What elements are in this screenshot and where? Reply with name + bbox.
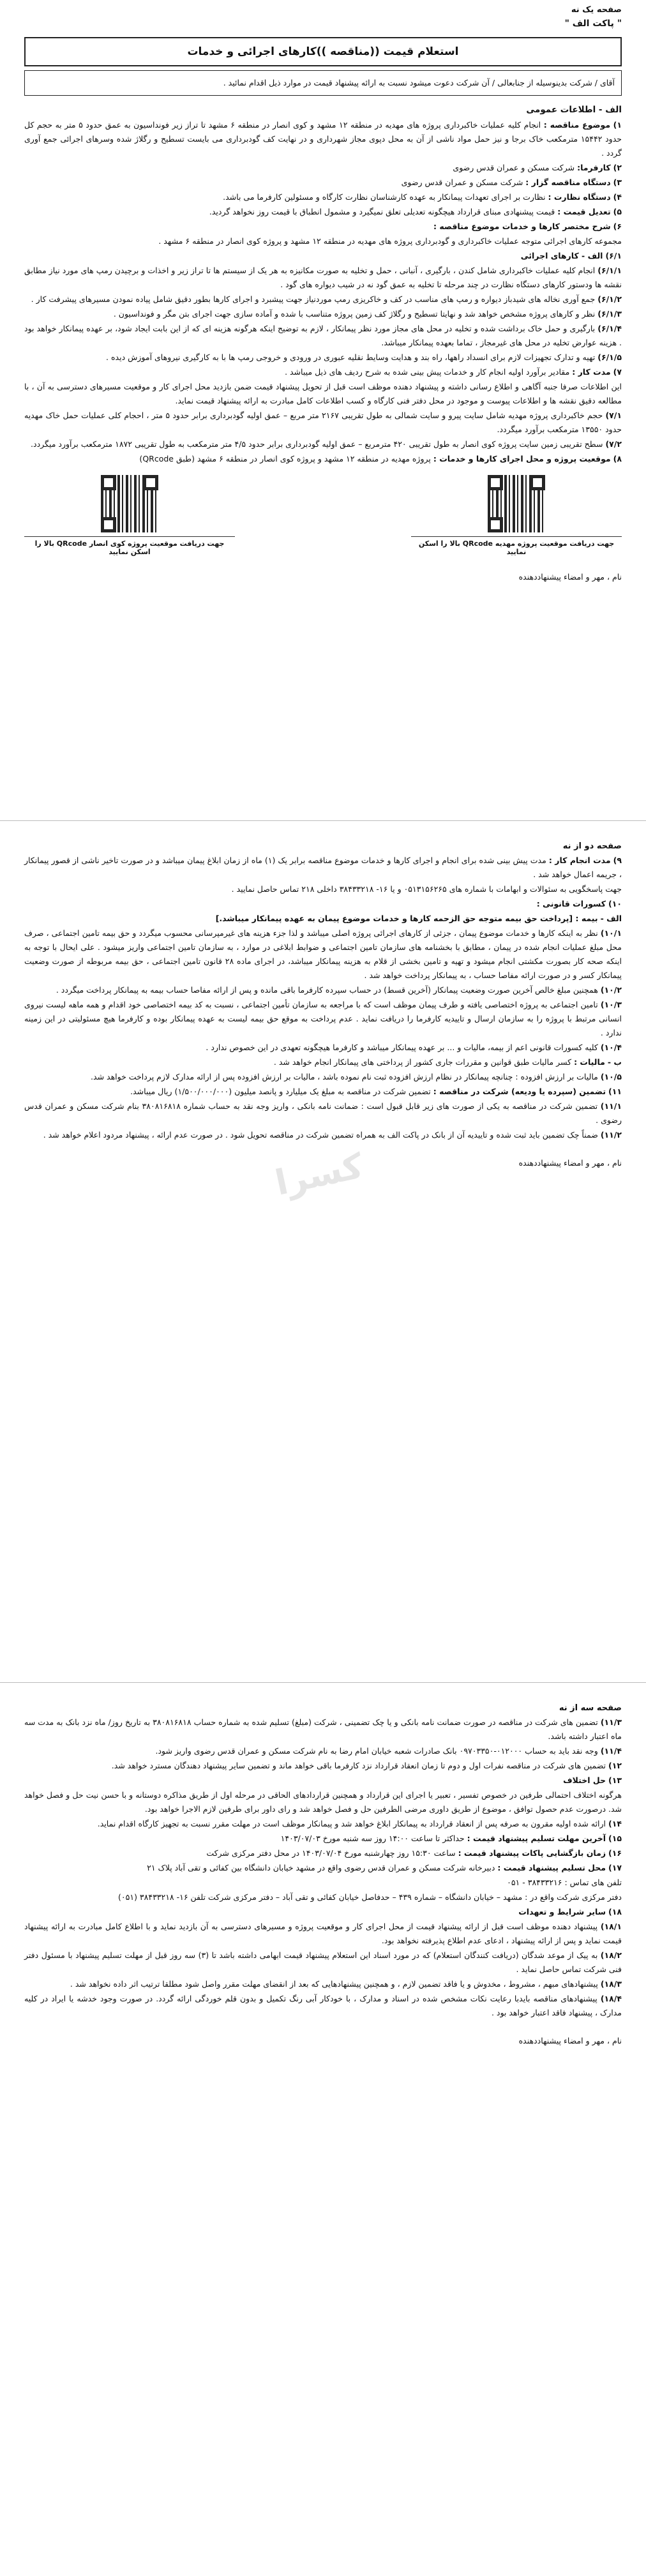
- clause-label: محل تسلیم پیشنهاد قیمت :: [497, 1863, 606, 1872]
- clause-item: [24, 1774, 622, 1788]
- clause-number: ۱۱): [608, 1087, 622, 1096]
- clause-number: ۶/۱/۴): [597, 324, 622, 333]
- clause-number: ۱۸/۴): [600, 1994, 622, 2003]
- clause-number: ۱۰): [608, 899, 622, 908]
- clause-number: ۱۰/۲): [600, 985, 622, 995]
- clause-item: [24, 365, 622, 379]
- clause-text: تامین اجتماعی به پروژه اختصاصی یافته و طرف پیمان موظف است که با مراجعه به سازمان تأمین اجتماعی ، نسبت به کد بیمه اختصاصی خود اقدام و همه ماهه لیست نیروی انسانی مرتبط با پروژه را به سازمان ارسال و تاییدیه کارفرما را دریافت نماید . عدم پرداخت به موقع حق بیمه لیست به عهده پیمانکار بوده و کارفرما هیچ مسئولیتی در این زمینه ندارد .: [24, 1000, 622, 1037]
- document-page-2: [0, 836, 646, 1666]
- clause-text: مالیات بر ارزش افزوده : چنانچه پیمانکار در نظام ارزش افزوده ثبت نام نموده باشد ، مالیات بر ارزش افزوده پس از ارائه مدارک لازم پرداخت خواهد شد.: [91, 1072, 598, 1081]
- clause-text: این اطلاعات صرفا جنبه آگاهی و اطلاع رسانی داشته و پیشنهاد دهنده موظف است قبل از تحویل پیشنهاد قیمت ضمن بازدید محل اجرای کار و موقعیت مسیرهای دسترسی به آن ، با مطالعه دقیق نقشه ها و اطلاعات پیوست و موجود در محل دفتر فنی کارگاه و کسب اطلاعات کامل مبادرت به ارائه پیشنهاد قیمت نماید.: [24, 382, 622, 405]
- clause-label: دستگاه مناقصه گزار :: [525, 177, 611, 187]
- clause-number: ۱۵): [608, 1834, 622, 1843]
- clause-text: جمع آوری نخاله های شیدباز دیواره و رمپ های مناسب در کف و خاکریزی رمپ موردنیاز جهت پیشبرد و اجرای کارها بطور دقیق شامل پیاده نمودن مسیرهای پیشرفت کار .: [31, 294, 596, 304]
- clause-text: شرکت مسکن و عمران قدس رضوی: [453, 163, 575, 172]
- clause-text: بارگیری و حمل خاک برداشت شده و تخلیه در محل های مجاز مورد نظر پیمانکار ، لازم به توضیح اینکه هرگونه هزینه ای که از این بابت ایجاد شود، بر عهده پیمانکار خواهد بود . هزینه عوارض تخلیه در محل های غیرمجاز ، تماما بعهده پیمانکار میباشد.: [24, 324, 622, 347]
- clause-item: [24, 176, 622, 190]
- clause-text: پیشنهادهای مناقصه بایدبا رعایت نکات مشخص شده در اسناد و مدارک ، با خودکار آبی رنگ تکمیل و بدون قلم خوردگی ارائه گردد. در صورت وجود خدشه یا ایراد در کلیه مدارک ، پیشنهاد فاقد اعتبار خواهد بود .: [24, 1994, 622, 2017]
- clause-label: کسورات قانونی :: [536, 899, 606, 908]
- clause-item: [24, 1070, 622, 1084]
- clause-number: ۶/۱/۵): [597, 352, 622, 362]
- clause-text: شرکت مسکن و عمران قدس رضوی: [401, 177, 523, 187]
- qr-caption: جهت دریافت موقعیت پروژه مهدیه QRcode بالا را اسکن نمایید: [411, 536, 622, 556]
- clause-text: تهیه و تدارک تجهیزات لازم برای انسداد راهها، راه بند و هدایت وسایط نقلیه عبوری در ورودی و خروجی رمپ ها با به کارگیری نیروهای آموزش دیده .: [106, 352, 596, 362]
- clause-item: [24, 1759, 622, 1773]
- document-title: استعلام قیمت ((مناقصه ))کارهای اجرائی و خدمات: [24, 37, 622, 66]
- clause-number: ب -: [607, 1057, 622, 1067]
- document-page-1: [0, 0, 646, 804]
- clause-item: [24, 1788, 622, 1816]
- clause-label: آخرین مهلت تسلیم پیشنهاد قیمت :: [467, 1834, 606, 1843]
- clause-number: ۷): [613, 367, 622, 377]
- clause-number: ۱۶): [608, 1848, 622, 1858]
- clause-text: تلفن های تماس : ۳۸۴۳۳۲۱۶ - ۰۵۱: [507, 1878, 622, 1887]
- page-number: صفحه سه از نه: [559, 1703, 622, 1713]
- clause-number: الف -: [600, 914, 622, 923]
- clause-item: [24, 1744, 622, 1758]
- clause-text: جهت پاسخگویی به سئوالات و ابهامات با شماره های ۰۵۱۳۱۵۶۲۶۵ و یا ۱۶- ۳۸۴۳۳۲۱۸ داخلی ۲۱۸ تماس حاصل نمایید .: [231, 884, 622, 894]
- clause-text: مجموعه کارهای اجرائی متوجه عملیات خاکبرداری و گودبرداری پروژه های مهدیه در منطقه ۱۲ مشهد و پروژه کوی انصار در منطقه ۶ مشهد .: [158, 236, 622, 246]
- clause-text: پروژه مهدیه در منطقه ۱۲ مشهد و پروژه کوی انصار در منطقه ۶ مشهد (طبق QRcode): [139, 454, 431, 463]
- page-divider: [0, 1682, 646, 1683]
- clause-text: وجه نقد باید به حساب ۰۱۲۰۰۰-۰۹۷۰۳۳۵۰ بانک صادرات شعبه خیابان امام رضا به نام شرکت مسکن و عمران قدس رضوی واریز شود.: [155, 1746, 598, 1756]
- clause-item: [24, 1085, 622, 1099]
- clause-text: به پیک از موعد شدگان (دریافت کنندگان استعلام) که در مورد اسناد این استعلام پیشنهاد قیمت ابهامی داشته باشد تا (۳) سه روز قبل از مهلت تسلیم پیشنهاد با مسئول دفتر فنی شرکت تماس حاصل نماید .: [24, 1950, 622, 1974]
- clause-item: [24, 983, 622, 997]
- clause-text: کسر مالیات طبق قوانین و مقررات جاری کشور از پرداختی های پیمانکار انجام خواهد شد .: [273, 1057, 572, 1067]
- clause-item: [24, 926, 622, 983]
- clause-item: [24, 1817, 622, 1831]
- clause-number: ۷/۲): [605, 439, 622, 449]
- clause-number: ۱۰/۴): [600, 1043, 622, 1052]
- clause-text: نظر و کارهای پروژه مشخص خواهد شد و نهایتا تسطیح و رگلاژ کف زمین پروژه متناسب با شده و آماده سازی جهت اجرای بتن مگر و فونداسیون .: [113, 309, 596, 319]
- clause-text: سطح تقریبی زمین سایت پروژه کوی انصار به طول تقریبی ۴۲۰ مترمربع – عمق اولیه گودبرداری برابر حدود ۴/۵ متر مترمکعب به طول تقریبی ۱۸۷۲ مترمکعب برآورد میگردد.: [31, 439, 603, 449]
- clause-label: تعدیل قیمت :: [557, 207, 611, 216]
- clause-number: ۲): [613, 163, 622, 172]
- clause-text: هرگونه اختلاف احتمالی طرفین در خصوص تفسیر ، تعبیر یا اجرای این قرارداد و همچنین قراردادهای الحاقی در مرحله اول از طریق مذاکره دوستانه و با حسن نیت حل و فصل خواهد شد. درصورت عدم حصول توافق ، موضوع از طریق داوری مرضی الطرفین حل و فصل خواهد شد و رای داور برای طرفین لازم الاجرا خواهد بود.: [24, 1790, 622, 1814]
- clause-text: همچنین مبلغ خالص آخرین صورت وضعیت پیمانکار (آخرین قسط) در حساب سپرده کارفرما باقی مانده و پس از ارائه مفاصا حساب بیمه به پیمانکار پرداخت میگردد .: [56, 985, 598, 995]
- page-divider: [0, 820, 646, 821]
- clause-number: ۱): [613, 120, 622, 130]
- clause-number: ۵): [613, 207, 622, 216]
- clause-number: ۱۸/۲): [600, 1950, 622, 1960]
- clause-number: ۶/۱/۲): [597, 294, 622, 304]
- clause-number: ۶/۱): [605, 251, 622, 260]
- clause-label: مدت انجام کار :: [548, 855, 611, 865]
- clause-item: [24, 1905, 622, 1919]
- clause-number: ۱۱/۳): [600, 1717, 622, 1727]
- clause-number: ۹): [613, 855, 622, 865]
- clause-item: [24, 1861, 622, 1875]
- clause-item: [24, 409, 622, 437]
- clause-number: ۱۰/۱): [600, 928, 622, 938]
- invitation-text: آقای / شرکت بدینوسیله از جنابعالی / آن شرکت دعوت میشود نسبت به ارائه پیشنهاد قیمت در موارد ذیل اقدام نمائید .: [24, 70, 622, 96]
- clause-number: ۶/۱/۱): [597, 266, 622, 275]
- clause-text: ساعت ۱۵:۳۰ روز چهارشنبه مورخ ۱۴۰۳/۰۷/۰۴ در محل دفتر مرکزی شرکت: [206, 1848, 456, 1858]
- clause-number: ۷/۱): [605, 411, 622, 420]
- clause-text: حجم خاکبرداری پروژه مهدیه شامل سایت پیرو و سایت شمالی به طول تقریبی ۲۱۶۷ متر مربع – عمق اولیه گودبرداری برابر حدود ۵ متر ، احجام کلی عملیات حمل خاک مهدیه حدود ۱۳۵۵۰ مترمکعب برآورد میگردد.: [24, 411, 622, 434]
- signature-line: نام ، مهر و امضاء پیشنهاددهنده: [518, 1158, 622, 1168]
- clause-item: [24, 350, 622, 365]
- clause-label: مالیات :: [574, 1057, 605, 1067]
- clause-item: [24, 1948, 622, 1977]
- clause-text: تضمین های شرکت در مناقصه نفرات اول و دوم تا زمان انعقاد قرارداد نزد کارفرما باقی خواهد ماند و تضمین سایر پیشنهاد دهندگان مسترد خواهد شد.: [111, 1761, 606, 1770]
- clause-number: ۱۰/۵): [600, 1072, 622, 1081]
- clause-label: زمان بازگشایی پاکات پیشنهاد قیمت :: [458, 1848, 606, 1858]
- clause-number: ۱۳): [608, 1775, 622, 1785]
- clause-item: [24, 437, 622, 451]
- clause-text: مقادیر برآورد اولیه انجام کار و خدمات پیش بینی شده به شرح ردیف های ذیل میباشد .: [285, 367, 570, 377]
- clause-number: ۱۸): [608, 1907, 622, 1917]
- clause-text: پیشنهاد دهنده موظف است قبل از ارائه پیشنهاد قیمت از محل اجرای کار و موقعیت پروژه و مسیرهای دسترسی به آن بازدید نماید و با اطلاع کامل مبادرت به ارائه پیشنهاد قیمت نماید و پس از ارائه پیشنهاد ، ادعای عدم اطلاع پذیرفته نخواهد بود.: [24, 1922, 622, 1945]
- clause-item: [24, 854, 622, 882]
- qr-caption: جهت دریافت موقعیت پروژه کوی انصار QRcode بالا را اسکن نمایید: [24, 536, 235, 556]
- clause-number: ۶): [613, 222, 622, 231]
- clause-text: انجام کلیه عملیات خاکبرداری پروژه های مهدیه در منطقه ۱۲ مشهد و کوی انصار در منطقه ۶ مشهد تا تراز زیر فونداسیون به عمق حدود ۵ متر به حجم کل حدود ۱۵۴۴۲ مترمکعب خاک برجا و نیز حمل مواد ناشی از آن به محل دپوی مجاز شهرداری و در نهایت کف گودبرداری می بایست تسطیح و رگلاژ شده وسرهای اجرائی جمع آوری گردد .: [24, 120, 622, 158]
- clause-number: ۱۱/۲): [600, 1130, 622, 1140]
- qr-block-mahdiyeh: [411, 475, 622, 556]
- clause-number: ۴): [613, 192, 622, 202]
- clause-item: [24, 234, 622, 248]
- clause-item: [24, 1977, 622, 1991]
- clause-label: شرح مختصر کارها و خدمات موضوع مناقصه :: [433, 222, 611, 231]
- clause-item: [24, 161, 622, 175]
- clause-item: [24, 1715, 622, 1744]
- clause-item: [24, 190, 622, 204]
- clause-text: تضمین شرکت در مناقصه به یکی از صورت های زیر قابل قبول است : ضمانت نامه بانکی ، واریز وجه نقد به حساب شماره ۳۸۰۸۱۶۸۱۸ بنام شرکت مسکن و عمران قدس رضوی .: [24, 1101, 622, 1125]
- document-page-3: [0, 1698, 646, 2576]
- clause-item: [24, 118, 622, 160]
- clause-text: ضمناً چک تضمین باید ثبت شده و تاییدیه آن از بانک در پاکت الف به همراه تضمین شرکت در مناقصه تحویل شود . در صورت عدم ارائه ، پیشنهاد مردود اعلام خواهد شد .: [43, 1130, 598, 1140]
- page-number: صفحه یک نه: [571, 5, 622, 15]
- clause-text: نظارت بر اجرای تعهدات پیمانکار به عهده کارشناسان نظارت کارگاه و مسئولین کارفرما می باشد.: [223, 192, 546, 202]
- signature-line: نام ، مهر و امضاء پیشنهاددهنده: [518, 572, 622, 582]
- section-heading: الف - اطلاعات عمومی: [526, 105, 622, 115]
- envelope-label: " پاکت الف ": [564, 19, 622, 29]
- clause-label: بیمه : [پرداخت حق بیمه متوجه حق الزحمه کارها و خدمات موضوع پیمان به عهده پیمانکار میباشد.]: [215, 914, 598, 923]
- clause-item: [24, 1846, 622, 1860]
- clause-number: ۱۸/۳): [600, 1979, 622, 1989]
- clause-text: نظر به اینکه کارها و خدمات موضوع پیمان ، جزئی از کارهای اجرائی پروژه اصلی میباشد و لذا جزء هزینه های غیرمپرسانی محسوب میگردد و حق بیمه تامین اجتماعی ، صرف محل مبلغ عملیات انجام شده در پیمان ، مطابق با بخشنامه های سازمان تامین اجتماعی و ضوابط ابلاغی در موارد ، به سازمان تامین اجتماعی واریز میشود . علی ایحال با توجه به اینکه صحه کار بصورت مکشتی انجام میشود و تهیه و تامین بخشی از قلام به هزینه پیمانکار میباشد، در اجرای ماده ۲۸ قانون تامین اجتماعی ، حق بیمه مربوطه از صورت وضعیت پیمانکار کسر و در صورت ارائه مفاصا حساب ، به پیمانکار پرداخت خواهد شد .: [24, 928, 622, 980]
- clause-item: [24, 380, 622, 408]
- clause-text: حداکثر تا ساعت ۱۴:۰۰ روز سه شنبه مورخ ۱۴۰۳/۰۷/۰۳: [280, 1834, 465, 1843]
- clause-list: [24, 1715, 622, 2020]
- clause-number: ۸): [613, 454, 622, 463]
- clause-item: [24, 205, 622, 219]
- clause-number: ۶/۱/۳): [597, 309, 622, 319]
- clause-number: ۱۱/۱): [600, 1101, 622, 1111]
- clause-label: کارفرما:: [577, 163, 611, 172]
- watermark-logo: کسرا: [271, 1145, 367, 1203]
- clause-text: مدت پیش بینی شده برای انجام و اجرای کارها و خدمات موضوع مناقصه برابر یک (۱) ماه از زمان ابلاغ پیمان میباشد و در صورت تاخیر ناشی از قصور پیمانکار ، جریمه اعمال خواهد شد .: [24, 855, 622, 879]
- clause-item: [24, 1128, 622, 1142]
- clause-label: الف - کارهای اجرائی: [520, 251, 603, 260]
- clause-text: قیمت پیشنهادی مبنای قرارداد هیچگونه تعدیلی تعلق نمیگیرد و مشمول انطباق با قیمت روز نخواهد گردید.: [209, 207, 555, 216]
- clause-label: دستگاه نظارت :: [548, 192, 611, 202]
- clause-text: کلیه کسورات قانونی اعم از بیمه، مالیات و ... بر عهده پیمانکار میباشد و کارفرما هیچگونه تعهدی در این خصوص ندارد .: [206, 1043, 598, 1052]
- clause-item: [24, 897, 622, 911]
- qr-code-icon[interactable]: [101, 475, 158, 532]
- clause-item: [24, 292, 622, 306]
- clause-number: ۱۸/۱): [600, 1922, 622, 1931]
- clause-text: پیشنهادهای مبهم ، مشروط ، مخدوش و یا فاقد تضمین لازم ، و همچنین پیشنهادهایی که بعد از انقضای مهلت مقرر واصل شود مطلقا ترتیب اثر داده نخواهد شد .: [70, 1979, 598, 1989]
- clause-item: [24, 912, 622, 926]
- qr-code-row: [24, 475, 622, 556]
- clause-item: [24, 307, 622, 321]
- clause-item: [24, 882, 622, 896]
- clause-label: حل اختلاف: [563, 1775, 606, 1785]
- clause-item: [24, 998, 622, 1040]
- clause-list: [24, 854, 622, 1142]
- clause-item: [24, 322, 622, 350]
- clause-item: [24, 1920, 622, 1948]
- clause-label: تضمین (سپرده یا ودیعه) شرکت در مناقصه :: [433, 1087, 606, 1096]
- clause-item: [24, 452, 622, 466]
- clause-item: [24, 1992, 622, 2020]
- clause-item: [24, 1041, 622, 1055]
- clause-text: ارائه شده اولیه مقرون به صرفه پس از انعقاد قرارداد به پیمانکار ابلاغ خواهد شد و پیمانکار موظف است در مهلت مقرر نسبت به تجهیز کارگاه اقدام نماید.: [97, 1819, 606, 1828]
- clause-text: تضمین شرکت در مناقصه به مبلغ یک میلیارد و پانصد میلیون (۱/۵۰۰/۰۰۰/۰۰۰) ریال میباشد.: [130, 1087, 431, 1096]
- signature-line: نام ، مهر و امضاء پیشنهاددهنده: [518, 2036, 622, 2045]
- clause-number: ۱۲): [608, 1761, 622, 1770]
- clause-text: تضمین های شرکت در مناقصه در صورت ضمانت نامه بانکی و یا چک تضمینی ، شرکت (مبلغ) تسلیم شده به شماره حساب ۳۸۰۸۱۶۸۱۸ به تاریخ روز/ ماه نزد بانک به مدت سه ماه اعتبار داشته باشد.: [24, 1717, 622, 1741]
- clause-label: موضوع مناقصه :: [543, 120, 611, 130]
- clause-text: انجام کلیه عملیات خاکبرداری شامل کندن ، بارگیری ، آنبانی ، حمل و تخلیه به صورت مکانیزه به هر یک از سیستم ها تا تراز زیر و اخذات و برچیدن رمپ های مورد نیاز مطابق نقشه ها ودستور کارهای دستگاه نظارت در چند مرحله تا تخلیه به عمق گود نه در شیب دیواره های گود .: [24, 266, 622, 289]
- clause-text: دبیرخانه شرکت مسکن و عمران قدس رضوی واقع در مشهد خیابان دانشگاه بین کفائی و تقی آباد پلاک ۲۱: [147, 1863, 495, 1872]
- clause-label: موقعیت پروژه و محل اجرای کارها و خدمات :: [433, 454, 611, 463]
- clause-number: ۱۷): [608, 1863, 622, 1872]
- clause-number: ۱۱/۴): [600, 1746, 622, 1756]
- clause-number: ۳): [613, 177, 622, 187]
- clause-label: سایر شرایط و تعهدات: [518, 1907, 606, 1917]
- clause-list: [24, 118, 622, 466]
- clause-label: مدت کار :: [572, 367, 611, 377]
- qr-block-koy-ansar: [24, 475, 235, 556]
- clause-item: [24, 1832, 622, 1846]
- clause-item: [24, 1876, 622, 1890]
- page-number: صفحه دو از نه: [562, 841, 622, 851]
- clause-item: [24, 264, 622, 292]
- clause-number: ۱۰/۳): [600, 1000, 622, 1009]
- clause-item: [24, 1099, 622, 1127]
- clause-item: [24, 1890, 622, 1904]
- clause-item: [24, 1055, 622, 1069]
- qr-code-icon[interactable]: [488, 475, 545, 532]
- clause-number: ۱۴): [608, 1819, 622, 1828]
- clause-item: [24, 249, 622, 263]
- clause-item: [24, 220, 622, 234]
- clause-text: دفتر مرکزی شرکت واقع در : مشهد – خیابان دانشگاه – شماره ۴۳۹ – حدفاصل خیابان کفائی و تقی آباد – دفتر مرکزی شرکت تلفن ۱۶- ۳۸۴۳۳۲۱۸ (۰۵۱): [118, 1892, 622, 1902]
